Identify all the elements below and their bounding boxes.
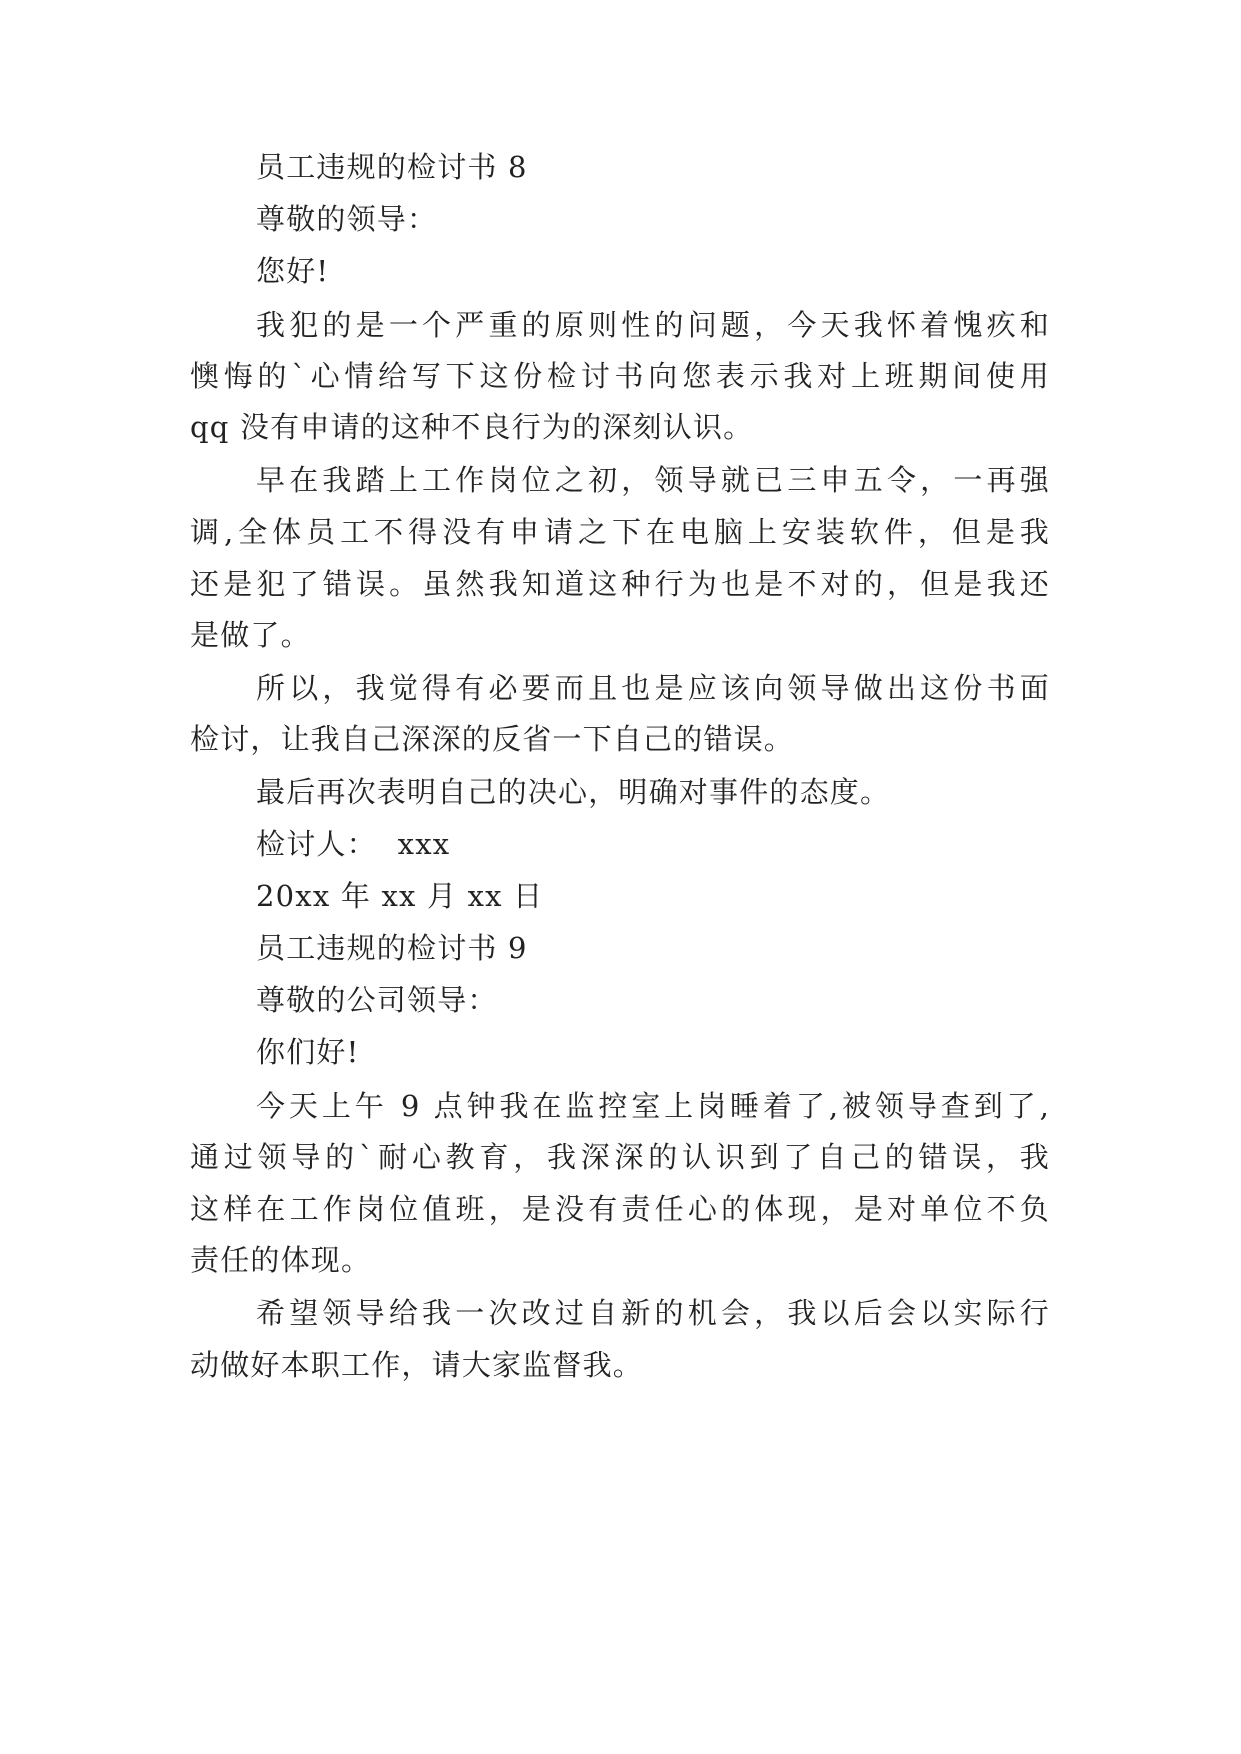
letter9-p1-line4: 责任的体现。 — [190, 1243, 372, 1277]
letter9-salutation: 尊敬的公司领导： — [256, 983, 498, 1017]
letter8-greeting: 您好! — [256, 254, 330, 288]
letter8-p3-line1: 所以，我觉得有必要而且也是应该向领导做出这份书面 — [256, 671, 1050, 705]
letter9-p2-line1: 希望领导给我一次改过自新的机会，我以后会以实际行 — [256, 1296, 1050, 1330]
letter8-p1-line1: 我犯的是一个严重的原则性的问题，今天我怀着愧疚和 — [256, 308, 1050, 342]
letter8-p3-line2: 检讨，让我自己深深的反省一下自己的错误。 — [190, 722, 795, 756]
letter9-p1-line2: 通过领导的`耐心教育，我深深的认识到了自己的错误，我 — [190, 1140, 1050, 1174]
letter8-p1-line2: 懊悔的`心情给写下这份检讨书向您表示我对上班期间使用 — [190, 359, 1050, 393]
letter8-p2-line2: 调,全体员工不得没有申请之下在电脑上安装软件，但是我 — [190, 515, 1050, 549]
letter9-greeting: 你们好! — [256, 1035, 360, 1069]
letter8-p2-line1: 早在我踏上工作岗位之初，领导就已三申五令，一再强 — [256, 463, 1050, 497]
letter8-p2-line4: 是做了。 — [190, 618, 311, 652]
letter8-p1-line3: qq 没有申请的这种不良行为的深刻认识。 — [190, 410, 754, 444]
letter9-p1-line1: 今天上午 9 点钟我在监控室上岗睡着了,被领导查到了, — [256, 1089, 1050, 1123]
letter8-title: 员工违规的检讨书 8 — [256, 150, 528, 184]
letter9-p2-line2: 动做好本职工作，请大家监督我。 — [190, 1348, 644, 1382]
letter8-signer: 检讨人： xxx — [256, 827, 451, 861]
letter8-salutation: 尊敬的领导： — [256, 202, 438, 236]
letter8-p4: 最后再次表明自己的决心，明确对事件的态度。 — [256, 775, 891, 809]
letter9-p1-line3: 这样在工作岗位值班，是没有责任心的体现，是对单位不负 — [190, 1192, 1050, 1226]
letter8-p2-line3: 还是犯了错误。虽然我知道这种行为也是不对的，但是我还 — [190, 567, 1050, 601]
letter8-date: 20xx 年 xx 月 xx 日 — [256, 879, 544, 913]
letter9-title: 员工违规的检讨书 9 — [256, 931, 528, 965]
